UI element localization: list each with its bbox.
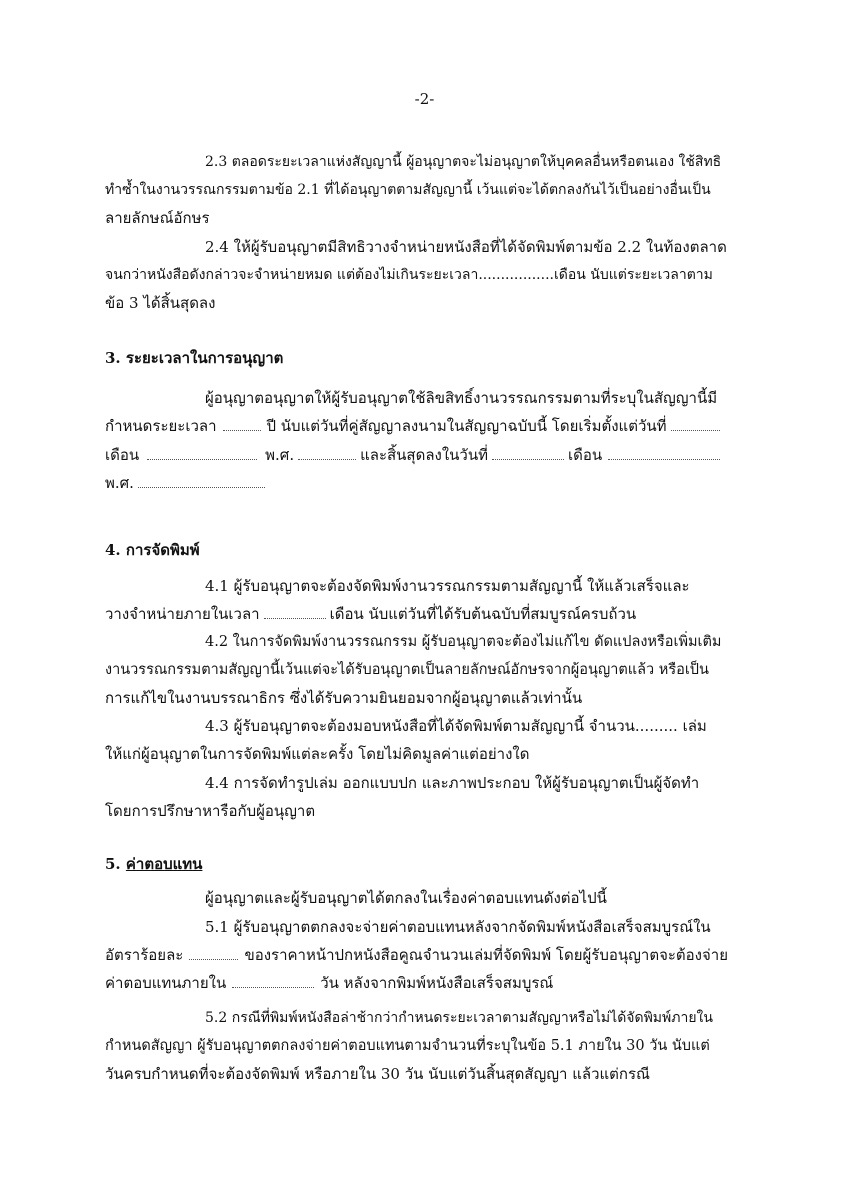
sale-months-blank <box>264 604 326 619</box>
clause-4-2-line-1: 4.2 ในการจัดพิมพ์งานวรรณกรรม ผู้รับอนุญาตจะต้องไม่แก้ไข ดัดแปลงหรือเพิ่มเติม <box>205 634 722 650</box>
clause-4-3-line-1: 4.3 ผู้รับอนุญาตจะต้องมอบหนังสือที่ได้จัดพิมพ์ตามสัญญานี้ จำนวน......... เล่ม <box>205 717 707 735</box>
clause-2-3-line-3: ลายลักษณ์อักษร <box>105 209 210 227</box>
sale-period-label: วางจำหน่ายภายในเวลา <box>105 605 260 623</box>
clause-2-4-line-2: จนกว่าหนังสือดังกล่าวจะจำหน่ายหมด แต่ต้องไม่เกินระยะเวลา.................เดือน นับแต่ระยะเวลาตาม <box>105 267 713 283</box>
percent-blank <box>189 945 238 960</box>
section-5-heading <box>105 852 202 876</box>
section-3-line-3 <box>105 443 720 467</box>
clause-4-2-line-3: การแก้ไขในงานบรรณาธิกร ซึ่งได้รับความยินยอมจากผู้อนุญาตแล้วเท่านั้น <box>105 689 583 707</box>
end-year-label: พ.ศ. <box>105 474 134 492</box>
end-day-label: และสิ้นสุดลงในวันที่ <box>360 446 488 464</box>
end-month-label: เดือน <box>567 446 603 464</box>
end-month-blank <box>608 445 720 460</box>
section-5-title: ค่าตอบแทน <box>125 855 203 873</box>
clause-2-3-line-2: ทำซ้ำในงานวรรณกรรมตามข้อ 2.1 ที่ได้อนุญาตตามสัญญานี้ เว้นแต่จะได้ตกลงกันไว้เป็นอย่างอื่นเป็น <box>105 182 711 198</box>
start-month-label: เดือน <box>105 446 140 464</box>
duration-label: กำหนดระยะเวลา <box>105 417 217 435</box>
clause-5-1-line-2 <box>105 943 728 967</box>
section-5-number: 5. <box>105 855 126 873</box>
start-year-label: พ.ศ. <box>265 446 295 464</box>
clause-4-4-line-1: 4.4 การจัดทำรูปเล่ม ออกแบบปก และภาพประกอบ ให้ผู้รับอนุญาตเป็นผู้จัดทำ <box>205 774 700 792</box>
start-day-blank <box>671 416 720 431</box>
clause-4-1-line-1: 4.1 ผู้รับอนุญาตจะต้องจัดพิมพ์งานวรรณกรรมตามสัญญานี้ ให้แล้วเสร็จและ <box>205 577 690 595</box>
percent-text: ของราคาหน้าปกหนังสือคูณจำนวนเล่มที่จัดพิมพ์ โดยผู้รับอนุญาตจะต้องจ่าย <box>244 946 728 964</box>
years-blank <box>223 416 261 431</box>
years-text: ปี นับแต่วันที่คู่สัญญาลงนามในสัญญาฉบับนี้ โดยเริ่มตั้งแต่วันที่ <box>266 417 667 435</box>
clause-5-2-line-3: วันครบกำหนดที่จะต้องจัดพิมพ์ หรือภายใน 30 วัน นับแต่วันสิ้นสุดสัญญา แล้วแต่กรณี <box>105 1065 650 1083</box>
start-month-blank <box>147 445 257 460</box>
percent-label: อัตราร้อยละ <box>105 946 184 964</box>
clause-5-1-line-1: 5.1 ผู้รับอนุญาตตกลงจะจ่ายค่าตอบแทนหลังจากจัดพิมพ์หนังสือเสร็จสมบูรณ์ใน <box>205 918 711 936</box>
page-number: -2- <box>414 90 435 108</box>
payment-days-label: ค่าตอบแทนภายใน <box>105 974 227 992</box>
sale-period-text: เดือน นับแต่วันที่ได้รับต้นฉบับที่สมบูรณ์ครบถ้วน <box>329 605 637 623</box>
section-5-intro: ผู้อนุญาตและผู้รับอนุญาตได้ตกลงในเรื่องค่าตอบแทนดังต่อไปนี้ <box>205 889 607 907</box>
clause-5-2-line-2: กำหนดสัญญา ผู้รับอนุญาตตกลงจ่ายค่าตอบแทนตามจำนวนที่ระบุในข้อ 5.1 ภายใน 30 วัน นับแต่ <box>105 1038 710 1054</box>
section-3-line-4 <box>105 471 265 495</box>
clause-4-3-line-2: ให้แก่ผู้อนุญาตในการจัดพิมพ์แต่ละครั้ง โดยไม่คิดมูลค่าแต่อย่างใด <box>105 745 530 763</box>
end-year-blank <box>138 473 265 488</box>
section-3-line-1: ผู้อนุญาตอนุญาตให้ผู้รับอนุญาตใช้ลิขสิทธิ์งานวรรณกรรมตามที่ระบุในสัญญานี้มี <box>205 389 718 407</box>
payment-days-blank <box>232 973 314 988</box>
clause-2-4-line-1: 2.4 ให้ผู้รับอนุญาตมีสิทธิวางจำหน่ายหนังสือที่ได้จัดพิมพ์ตามข้อ 2.2 ในท้องตลาด <box>205 238 727 256</box>
section-3-line-2 <box>105 414 720 438</box>
start-year-blank <box>298 445 356 460</box>
section-3-heading: 3. ระยะเวลาในการอนุญาต <box>105 349 284 367</box>
clause-4-4-line-2: โดยการปรึกษาหารือกับผู้อนุญาต <box>105 802 316 820</box>
clause-5-2-line-1: 5.2 กรณีที่พิมพ์หนังสือล่าช้ากว่ากำหนดระยะเวลาตามสัญญาหรือไม่ได้จัดพิมพ์ภายใน <box>205 1010 713 1026</box>
payment-days-text: วัน หลังจากพิมพ์หนังสือเสร็จสมบูรณ์ <box>320 974 554 992</box>
section-4-heading: 4. การจัดพิมพ์ <box>105 541 200 559</box>
clause-2-3-line-1: 2.3 ตลอดระยะเวลาแห่งสัญญานี้ ผู้อนุญาตจะไม่อนุญาตให้บุคคลอื่นหรือตนเอง ใช้สิทธิ <box>205 154 722 170</box>
end-day-blank <box>492 445 564 460</box>
clause-4-2-line-2: งานวรรณกรรมตามสัญญานี้เว้นแต่จะได้รับอนุญาตเป็นลายลักษณ์อักษรจากผู้อนุญาตแล้ว หรือเป็น <box>105 662 709 678</box>
clause-5-1-line-3 <box>105 971 553 995</box>
clause-4-1-line-2 <box>105 602 636 626</box>
clause-2-4-line-3: ข้อ 3 ได้สิ้นสุดลง <box>105 294 216 312</box>
